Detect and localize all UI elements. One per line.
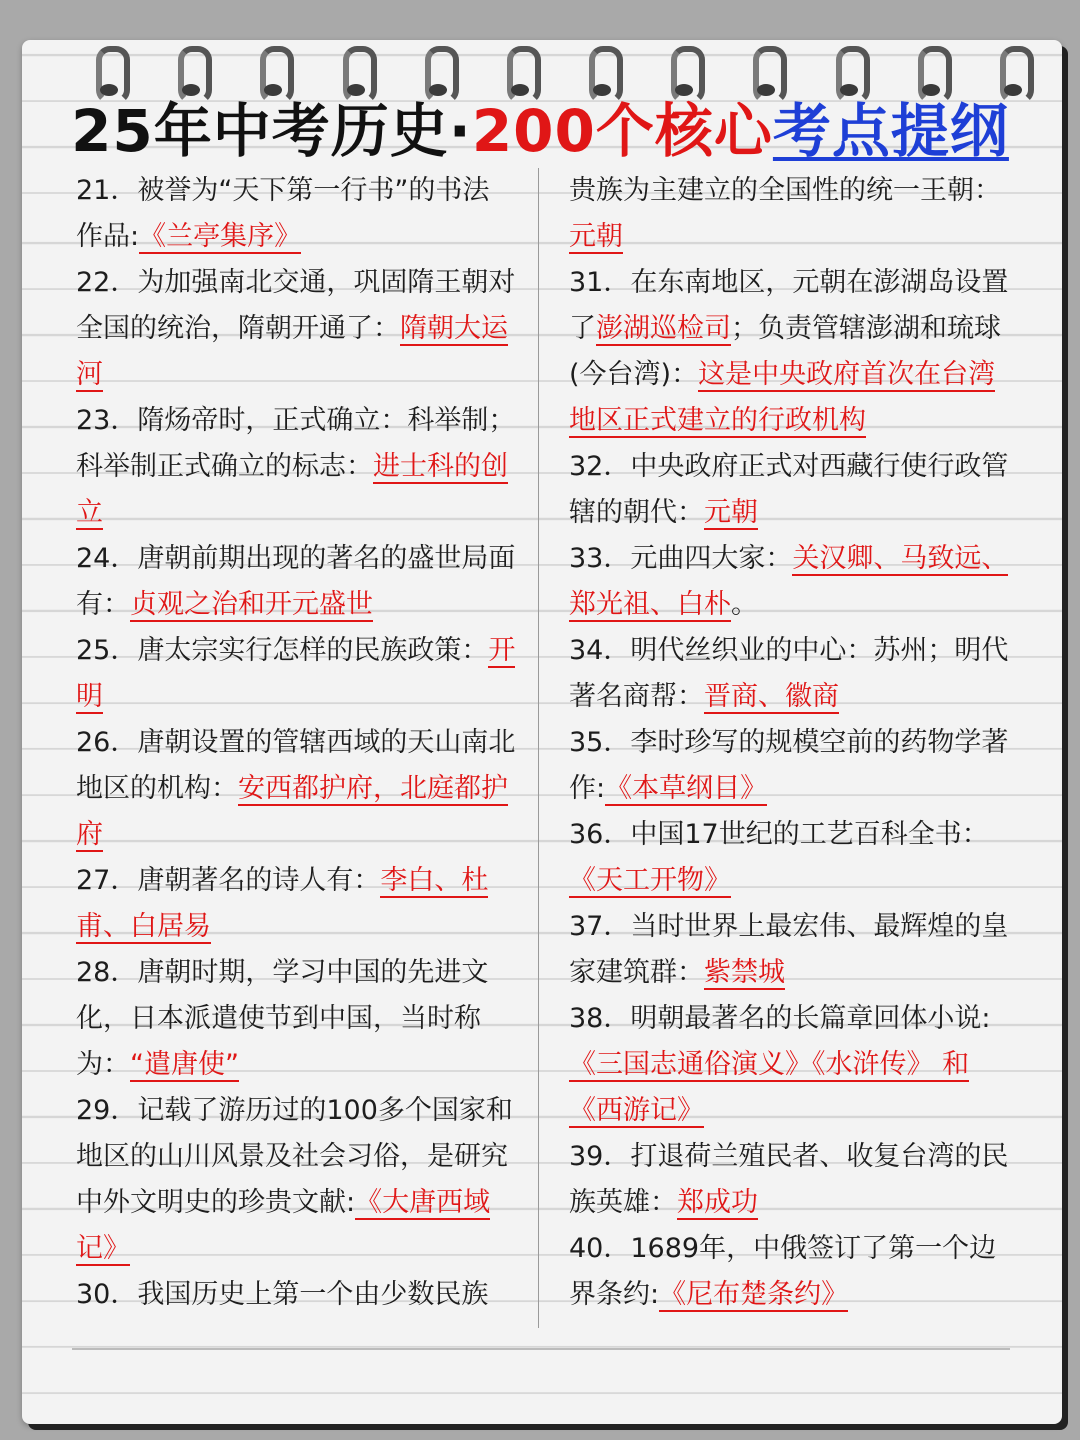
ring-icon <box>585 46 621 104</box>
list-item <box>569 904 1009 996</box>
ring-icon <box>256 46 292 104</box>
question-text: 25．唐太宗实行怎样的民族政策： <box>76 635 489 666</box>
question-text: 30．我国历史上第一个由少数民族 <box>76 1279 489 1310</box>
answer-text: 安西都护府，北庭都护府 <box>76 773 508 850</box>
answer-text: 《三国志通俗演义》《水浒传》 和《西游记》 <box>569 1049 970 1126</box>
answer-text: 晋商、徽商 <box>704 681 839 712</box>
question-text: 39．打退荷兰殖民者、收复台湾的民族英雄： <box>569 1141 1009 1218</box>
list-item <box>76 1272 516 1318</box>
list-item <box>76 858 516 950</box>
answer-text: 元朝 <box>569 221 623 252</box>
answer-text: 澎湖巡检司 <box>596 313 731 344</box>
list-item <box>76 398 516 536</box>
answer-text: 元朝 <box>704 497 758 528</box>
list-item <box>569 996 1009 1134</box>
list-item <box>569 260 1009 444</box>
ring-icon <box>749 46 785 104</box>
ring-icon <box>174 46 210 104</box>
answer-text: 《兰亭集序》 <box>139 221 302 252</box>
answer-text: 郑成功 <box>677 1187 758 1218</box>
question-text: 37．当时世界上最宏伟、最辉煌的皇家建筑群： <box>569 911 1009 988</box>
answer-text: 开明 <box>76 635 516 712</box>
spiral-binding <box>92 46 1032 106</box>
list-item <box>76 1088 516 1272</box>
question-text: 27．唐朝著名的诗人有： <box>76 865 381 896</box>
answer-text: 隋朝大运河 <box>76 313 508 390</box>
question-text: 28．唐朝时期，学习中国的先进文化，日本派遣使节到中国，当时称为： <box>76 957 489 1080</box>
list-item <box>569 628 1009 720</box>
ring-icon <box>832 46 868 104</box>
question-text: 23．隋炀帝时，正式确立：科举制；科举制正式确立的标志： <box>76 405 516 482</box>
answer-text: 《大唐西域记》 <box>76 1187 491 1264</box>
ring-icon <box>92 46 128 104</box>
ring-icon <box>914 46 950 104</box>
question-text: 21．被誉为“天下第一行书”的书法作品: <box>76 175 490 252</box>
list-item <box>569 536 1009 628</box>
question-text: 贵族为主建立的全国性的统一王朝： <box>569 175 1001 206</box>
title-part-1: 25年中考历史· <box>71 97 472 165</box>
list-item <box>569 1134 1009 1226</box>
question-text: 26．唐朝设置的管辖西域的天山南北地区的机构： <box>76 727 516 804</box>
question-text: 24．唐朝前期出现的著名的盛世局面有： <box>76 543 516 620</box>
answer-text: 关汉卿、马致远、郑光祖、白朴 <box>569 543 1009 620</box>
question-text-continued: ；负责管辖澎湖和琉球(今台湾)： <box>569 313 1001 390</box>
right-column <box>569 168 1009 1318</box>
question-text: 33．元曲四大家： <box>569 543 793 574</box>
ring-icon <box>339 46 375 104</box>
question-text: 35．李时珍写的规模空前的药物学著作: <box>569 727 1009 804</box>
ring-icon <box>996 46 1032 104</box>
trailing-text: 。 <box>731 589 758 620</box>
answer-text: “遣唐使” <box>130 1049 239 1080</box>
list-item <box>569 812 1009 904</box>
question-text: 34．明代丝织业的中心：苏州；明代著名商帮： <box>569 635 1009 712</box>
list-item <box>569 1226 1009 1318</box>
answer-text: 《本草纲目》 <box>605 773 768 804</box>
ring-icon <box>667 46 703 104</box>
bottom-rule <box>72 1348 1010 1350</box>
question-text: 38．明朝最著名的长篇章回体小说: <box>569 1003 991 1034</box>
answer-text: 《天工开物》 <box>569 865 731 896</box>
answer-text: 进士科的创立 <box>76 451 508 528</box>
question-text: 36．中国17世纪的工艺百科全书： <box>569 819 989 850</box>
list-item <box>76 260 516 398</box>
list-item <box>76 720 516 858</box>
question-text: 32．中央政府正式对西藏行使行政管辖的朝代： <box>569 451 1009 528</box>
list-item <box>569 444 1009 536</box>
question-text: 40．1689年，中俄签订了第一个边界条约: <box>569 1233 997 1310</box>
list-item <box>76 950 516 1088</box>
list-item <box>569 168 1009 260</box>
list-item <box>76 628 516 720</box>
list-item <box>76 168 516 260</box>
question-text: 31．在东南地区，元朝在澎湖岛设置了 <box>569 267 1009 344</box>
ring-icon <box>503 46 539 104</box>
title-part-3: 考点提纲 <box>772 97 1009 165</box>
answer-text: 李白、杜甫、白居易 <box>76 865 489 942</box>
question-text: 29．记载了游历过的100多个国家和地区的山川风景及社会习俗，是研究中外文明史的珍贵文献: <box>76 1095 513 1218</box>
answer-text: 这是中央政府首次在台湾地区正式建立的行政机构 <box>569 359 996 436</box>
column-divider <box>538 168 539 1328</box>
list-item <box>76 536 516 628</box>
ring-icon <box>421 46 457 104</box>
answer-text: 《尼布楚条约》 <box>659 1279 849 1310</box>
answer-text: 紫禁城 <box>704 957 785 988</box>
list-item <box>569 720 1009 812</box>
left-column <box>76 168 516 1318</box>
answer-text: 贞观之治和开元盛世 <box>130 589 373 620</box>
question-text: 22．为加强南北交通，巩固隋王朝对全国的统治，隋朝开通了： <box>76 267 516 344</box>
title-part-2: 200个核心 <box>471 97 773 165</box>
